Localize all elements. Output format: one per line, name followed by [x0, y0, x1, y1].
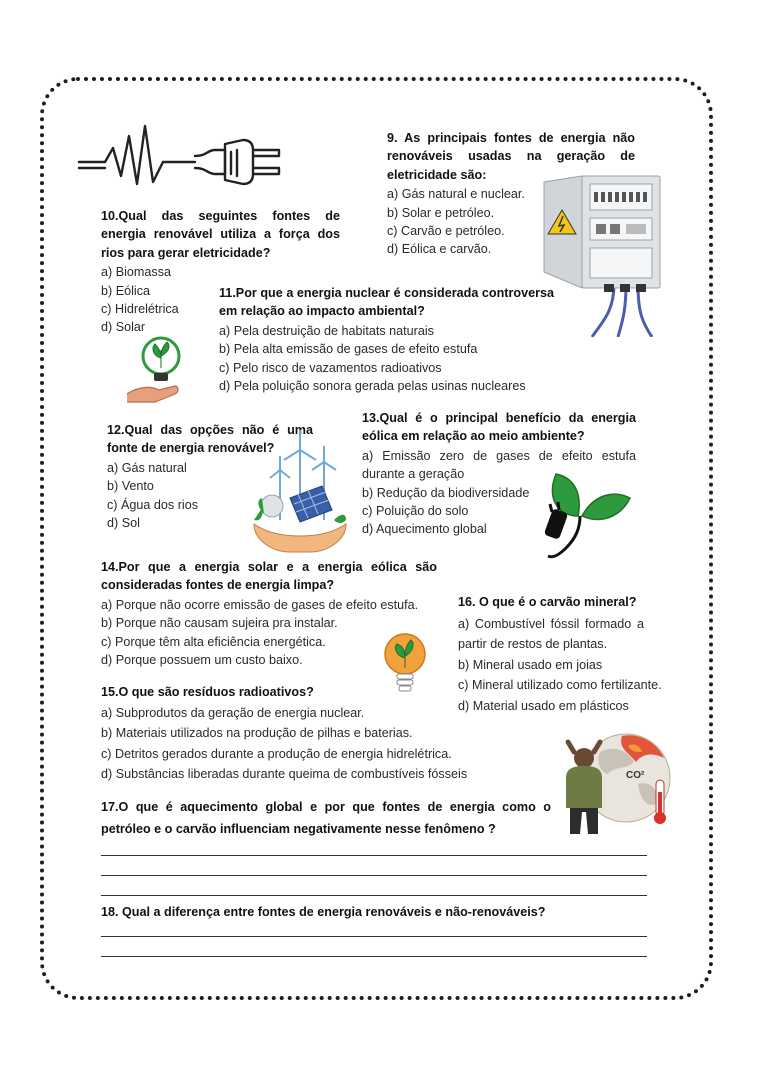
answer-line-17-3[interactable] [101, 895, 647, 896]
question-17 [101, 796, 551, 841]
q10-option-b: b) Eólica [101, 283, 150, 298]
electric-plug-heartbeat-icon [75, 122, 285, 197]
renewable-energy-hands-illustration [250, 428, 350, 553]
q10-option-c: c) Hidrelétrica [101, 302, 179, 317]
question-14-title: 14.Por que a energia solar e a energia eólica são consideradas fontes de energia limpa? [101, 560, 437, 593]
q14-option-d: d) Porque possuem um custo baixo. [101, 653, 303, 668]
q12-option-a: a) Gás natural [107, 460, 187, 475]
leaf-plug-icon [542, 468, 632, 560]
q16-option-b: b) Mineral usado em joias [458, 657, 603, 672]
q16-option-c: c) Mineral utilizado como fertilizante. [458, 678, 662, 693]
co2-label: CO² [626, 770, 645, 781]
q15-option-d: d) Substâncias liberadas durante queima de combustíveis fósseis [101, 767, 468, 782]
q11-option-b: b) Pela alta emissão de gases de efeito estufa [219, 342, 478, 357]
question-12-title: 12.Qual das opções não é uma fonte de energia renovável? [107, 423, 313, 456]
q16-option-a: a) Combustível fóssil formado a partir de restos de plantas. [458, 616, 644, 652]
q12-option-d: d) Sol [107, 516, 140, 531]
eco-lightbulb-hand-icon [125, 334, 185, 404]
q9-option-d: d) Eólica e carvão. [387, 242, 492, 257]
q13-option-c: c) Poluição do solo [362, 504, 469, 519]
q15-option-b: b) Materiais utilizados na produção de pilhas e baterias. [101, 726, 413, 741]
q9-option-c: c) Carvão e petróleo. [387, 224, 505, 239]
question-17-title: 17.O que é aquecimento global e por que fontes de energia como o petróleo e o carvão influenciam negativamente nesse fenômeno ? [101, 800, 551, 836]
answer-line-17-1[interactable] [101, 855, 647, 856]
question-11-title: 11.Por que a energia nuclear é considerada controversa em relação ao impacto ambiental? [219, 286, 554, 319]
q11-option-d: d) Pela poluição sonora gerada pelas usinas nucleares [219, 379, 526, 394]
q9-option-b: b) Solar e petróleo. [387, 205, 495, 220]
q10-option-a: a) Biomassa [101, 265, 171, 280]
q15-option-a: a) Subprodutos da geração de energia nuclear. [101, 705, 365, 720]
question-16-title: 16. O que é o carvão mineral? [458, 595, 637, 609]
question-18 [101, 903, 661, 922]
question-15-title: 15.O que são resíduos radioativos? [101, 685, 314, 699]
q13-option-b: b) Redução da biodiversidade [362, 485, 530, 500]
electrical-panel-illustration [542, 172, 662, 337]
answer-line-18-2[interactable] [101, 956, 647, 957]
q14-option-b: b) Porque não causam sujeira pra instalar. [101, 616, 338, 631]
answer-line-18-1[interactable] [101, 936, 647, 937]
answer-line-17-2[interactable] [101, 875, 647, 876]
q12-option-b: b) Vento [107, 479, 154, 494]
question-18-title: 18. Qual a diferença entre fontes de energia renováveis e não-renováveis? [101, 905, 546, 919]
q12-option-c: c) Água dos rios [107, 497, 198, 512]
question-13-title: 13.Qual é o principal benefício da energia eólica em relação ao meio ambiente? [362, 411, 636, 444]
global-warming-person-illustration [556, 722, 674, 838]
q16-option-d: d) Material usado em plásticos [458, 698, 629, 713]
question-9-title: 9. As principais fontes de energia não renováveis usadas na geração de eletricidade são: [387, 131, 635, 182]
q15-option-c: c) Detritos gerados durante a produção de energia hidrelétrica. [101, 746, 452, 761]
q13-option-d: d) Aquecimento global [362, 522, 487, 537]
q11-option-c: c) Pelo risco de vazamentos radioativos [219, 360, 442, 375]
q10-option-d: d) Solar [101, 320, 146, 335]
question-10-title: 10.Qual das seguintes fontes de energia renovável utiliza a força dos rios para gerar eletricidade? [101, 209, 340, 260]
q11-option-a: a) Pela destruição de habitats naturais [219, 323, 434, 338]
question-15 [101, 682, 501, 785]
q13-option-a: a) Emissão zero de gases de efeito estufa durante a geração [362, 448, 636, 482]
q14-option-c: c) Porque têm alta eficiência energética. [101, 634, 326, 649]
question-11 [219, 284, 554, 395]
q9-option-a: a) Gás natural e nuclear. [387, 187, 525, 202]
q14-option-a: a) Porque não ocorre emissão de gases de efeito estufa. [101, 597, 419, 612]
